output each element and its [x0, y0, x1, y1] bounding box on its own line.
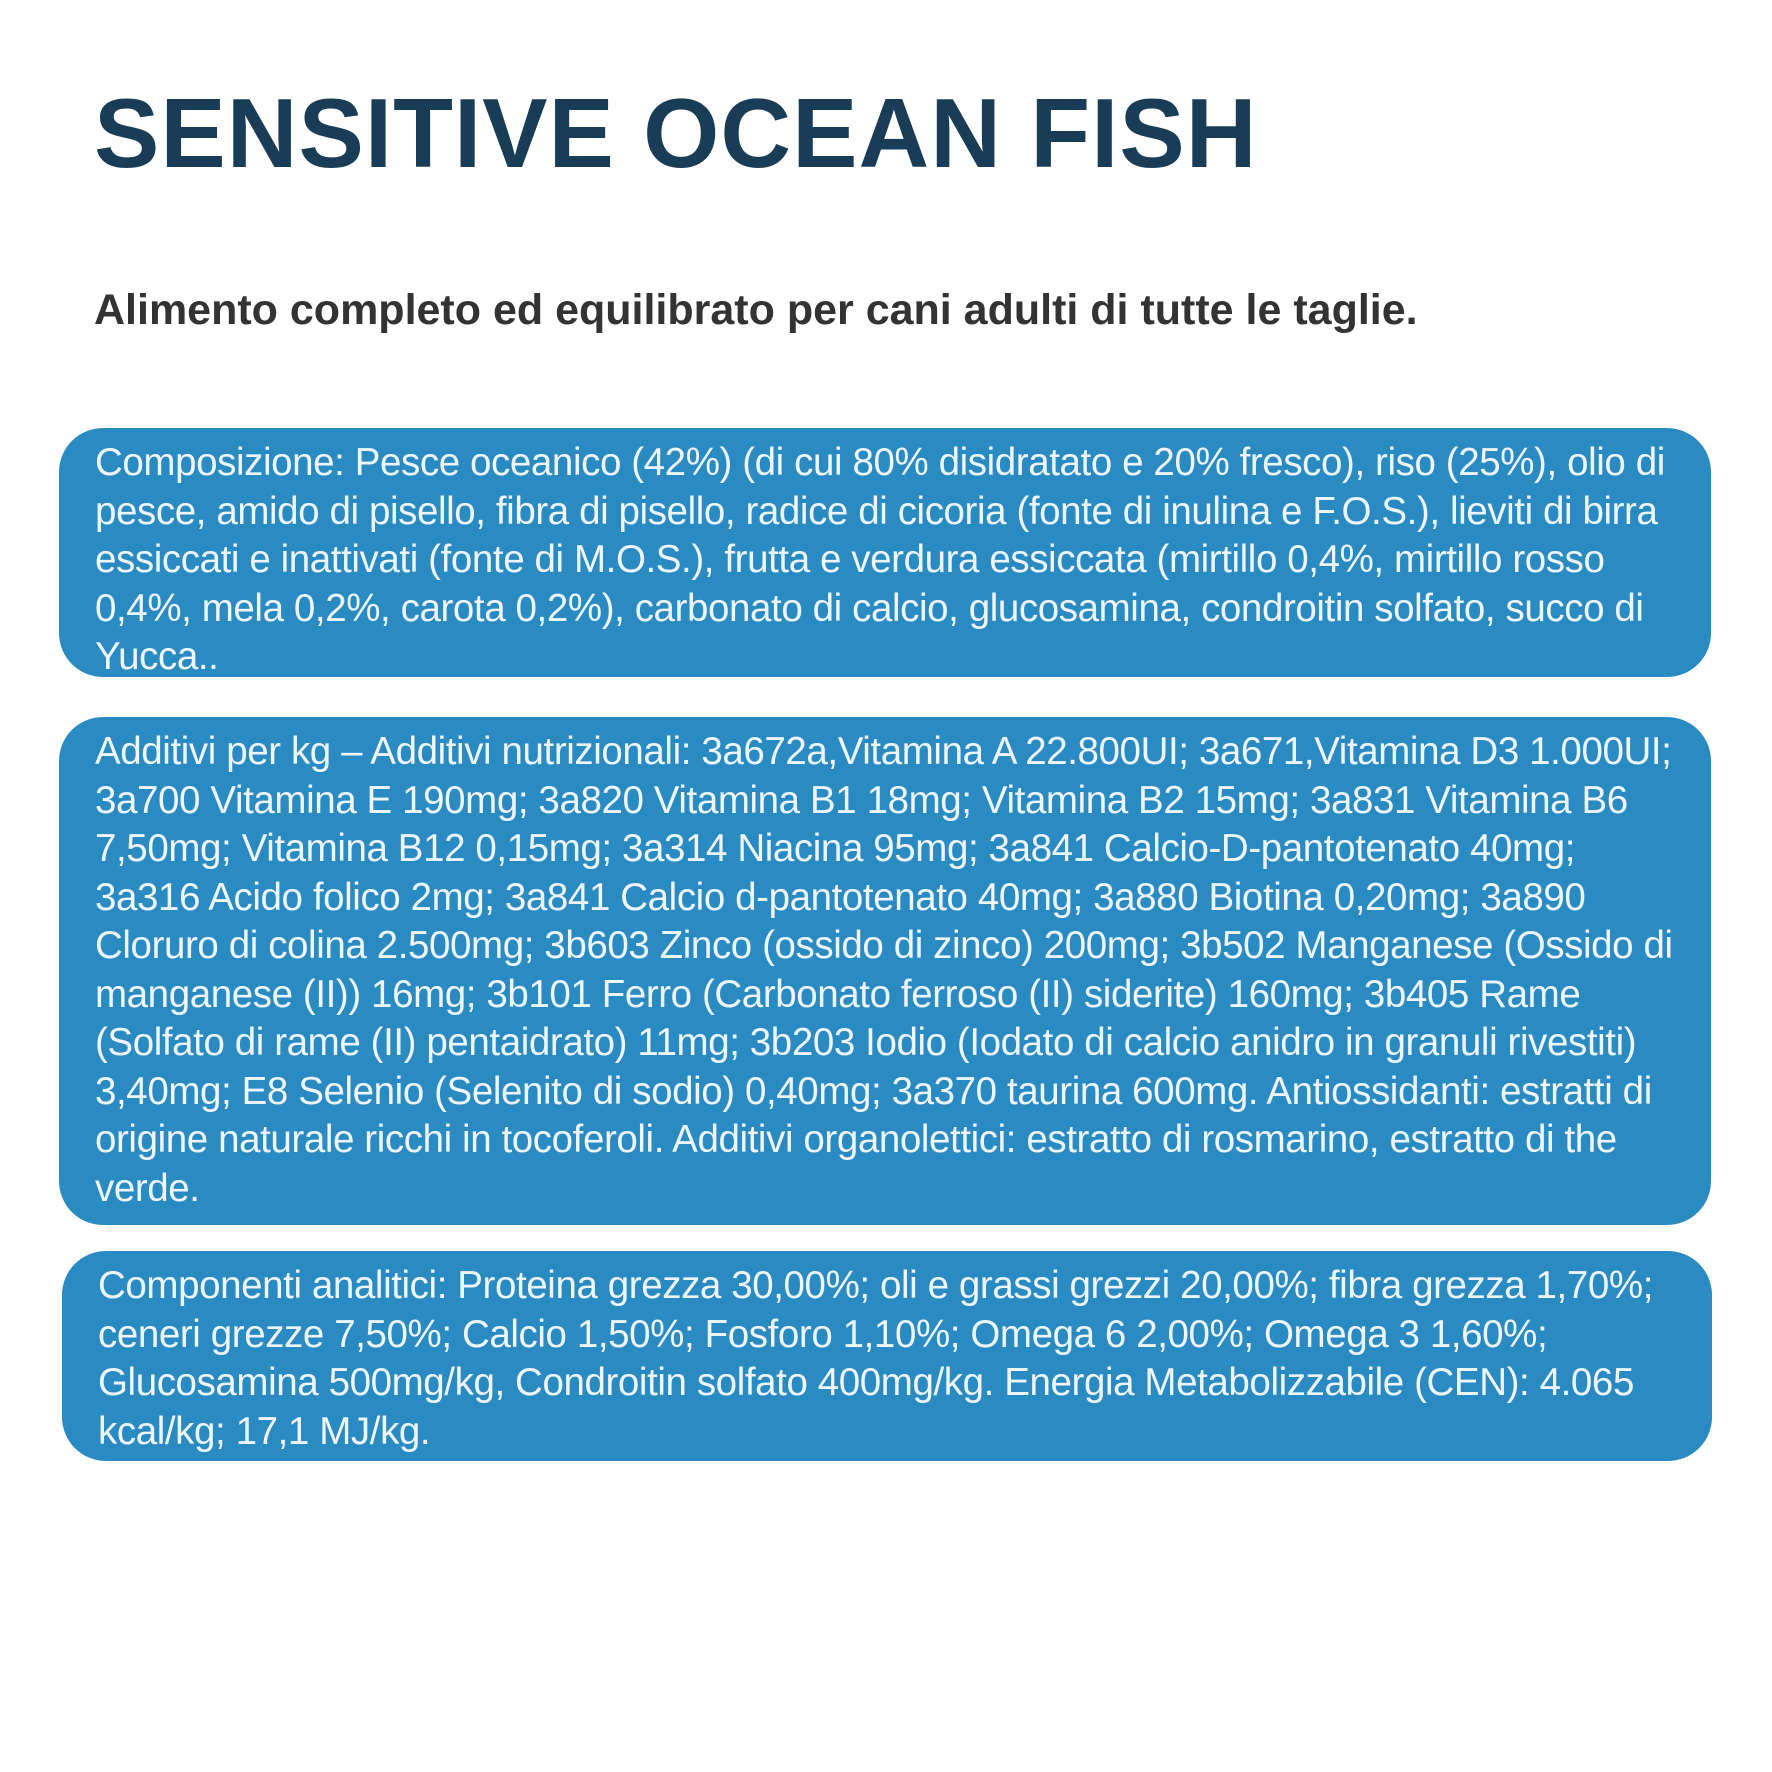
product-subtitle: Alimento completo ed equilibrato per cani adulti di tutte le taglie.: [94, 286, 1418, 334]
analytical-components-panel: [62, 1251, 1712, 1461]
additives-panel: [59, 717, 1711, 1225]
composition-text: Composizione: Pesce oceanico (42%) (di cui 80% disidratato e 20% fresco), riso (25%), olio di pesce, amido di pisello, fibra di pisello, radice di cicoria (fonte di inulina e F.O.S.), lieviti di birra essiccati e inattivati (fonte di M.O.S.), frutta e verdura essiccata (mirtillo 0,4%, mirtillo rosso 0,4%, mela 0,2%, carota 0,2%), carbonato di calcio, glucosamina, condroitin solfato, succo di Yucca..: [95, 441, 1665, 677]
composition-panel: [59, 428, 1711, 677]
analytical-components-text: Componenti analitici: Proteina grezza 30,00%; oli e grassi grezzi 20,00%; fibra grezza 1,70%; ceneri grezze 7,50%; Calcio 1,50%; Fosforo 1,10%; Omega 6 2,00%; Omega 3 1,60%; Glucosamina 500mg/kg, Condroitin solfato 400mg/kg. Energia Metabolizzabile (CEN): 4.065 kcal/kg; 17,1 MJ/kg.: [98, 1264, 1653, 1453]
additives-text: Additivi per kg – Additivi nutrizionali: 3a672a,Vitamina A 22.800UI; 3a671,Vitamina D3 1.000UI; 3a700 Vitamina E 190mg; 3a820 Vitamina B1 18mg; Vitamina B2 15mg; 3a831 Vitamina B6 7,50mg; Vitamina B12 0,15mg; 3a314 Niacina 95mg; 3a841 Calcio-D-pantotenato 40mg; 3a316 Acido folico 2mg; 3a841 Calcio d-pantotenato 40mg; 3a880 Biotina 0,20mg; 3a890 Cloruro di colina 2.500mg; 3b603 Zinco (ossido di zinco) 200mg; 3b502 Manganese (Ossido di manganese (II)) 16mg; 3b101 Ferro (Carbonato ferroso (II) siderite) 160mg; 3b405 Rame (Solfato di rame (II) pentaidrato) 11mg; 3b203 Iodio (Iodato di calcio anidro in granuli rivestiti) 3,40mg; E8 Selenio (Selenito di sodio) 0,40mg; 3a370 taurina 600mg. Antiossidanti: estratti di origine naturale ricchi in tocoferoli. Additivi organolettici: estratto di rosmarino, estratto di the verde.: [95, 730, 1673, 1210]
product-title: SENSITIVE OCEAN FISH: [94, 78, 1258, 188]
